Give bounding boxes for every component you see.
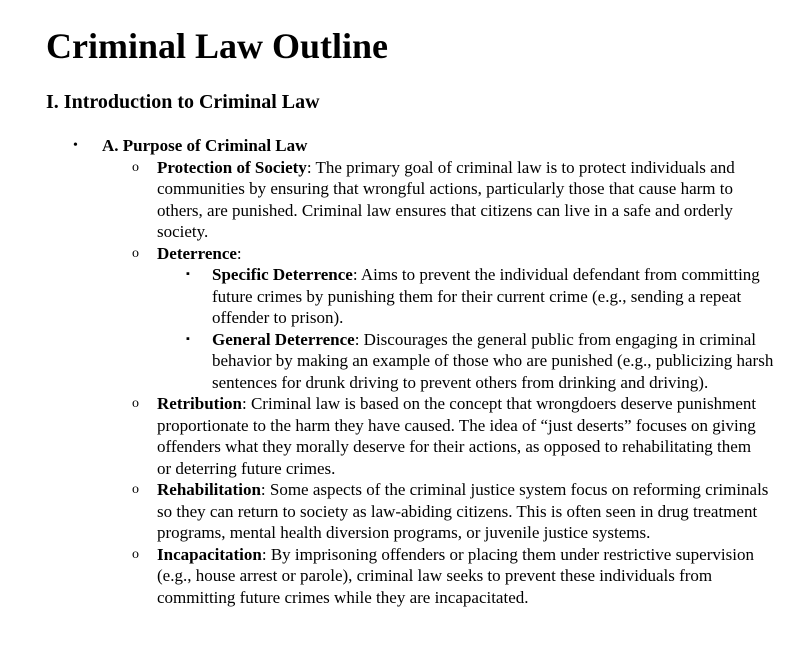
term-general-deterrence: General Deterrence (212, 329, 355, 349)
subsection-item (0, 135, 794, 608)
list-item-specific-deterrence (186, 264, 777, 329)
list-item-general-deterrence (186, 329, 777, 394)
list-item-rehabilitation (132, 479, 769, 544)
definition-incapacitation: : By imprisoning offenders or placing them under restrictive supervision (e.g., house arrest or parole), criminal law seeks to prevent these individuals from committing future crimes while they are incapacitated. (157, 544, 754, 607)
purpose-list (102, 157, 794, 609)
deterrence-list (157, 264, 774, 393)
document-title: Criminal Law Outline (46, 26, 389, 66)
circle-bullet: o (132, 482, 139, 497)
list-item-retribution (132, 393, 769, 479)
circle-bullet: o (132, 546, 139, 562)
disc-bullet: • (73, 138, 78, 153)
list-item-incapacitation (132, 544, 769, 609)
circle-bullet: o (132, 159, 139, 175)
outline-list (0, 135, 794, 608)
definition-general-deterrence: : Discourages the general public from engaging in criminal behavior by making an example of those who are punished (e.g., publicizing harsh sentences for drunk driving to prevent others from drinking and driving). (212, 329, 774, 392)
square-bullet: ▪ (186, 268, 190, 280)
term-retribution: Retribution (157, 394, 242, 413)
subsection-label: A. Purpose of Criminal Law (102, 136, 308, 155)
list-item-deterrence (132, 243, 774, 394)
square-bullet: ▪ (186, 332, 190, 345)
term-deterrence: Deterrence (157, 243, 237, 263)
list-item-protection (132, 157, 769, 243)
definition-specific-deterrence: : Aims to prevent the individual defendant from committing future crimes by punishing them for their current crime (e.g., sending a repeat offender to prison). (212, 265, 760, 327)
term-incapacitation: Incapacitation (157, 544, 262, 564)
term-specific-deterrence: Specific Deterrence (212, 265, 353, 284)
definition-retribution: : Criminal law is based on the concept that wrongdoers deserve punishment proportionate to the harm they have caused. The idea of “just deserts” focuses on giving offenders what they morally deserve for their actions, as opposed to rehabilitating them or deterring future crimes. (157, 394, 757, 478)
circle-bullet: o (132, 245, 139, 261)
definition-rehabilitation: : Some aspects of the criminal justice system focus on reforming criminals so they can return to society as law-abiding citizens. This is often seen in drug treatment programs, mental health diversion programs, or juvenile justice systems. (157, 480, 769, 542)
term-rehabilitation: Rehabilitation (157, 480, 261, 499)
definition-protection: : The primary goal of criminal law is to protect individuals and communities by ensuring that wrongful actions, particularly those that cause harm to others, are punished. Criminal law ensures that citizens can live in a safe and orderly society. (157, 157, 735, 241)
definition-deterrence: : (236, 243, 242, 263)
term-protection: Protection of Society (157, 157, 307, 177)
section-heading: I. Introduction to Criminal Law (46, 91, 320, 113)
circle-bullet: o (132, 396, 139, 411)
